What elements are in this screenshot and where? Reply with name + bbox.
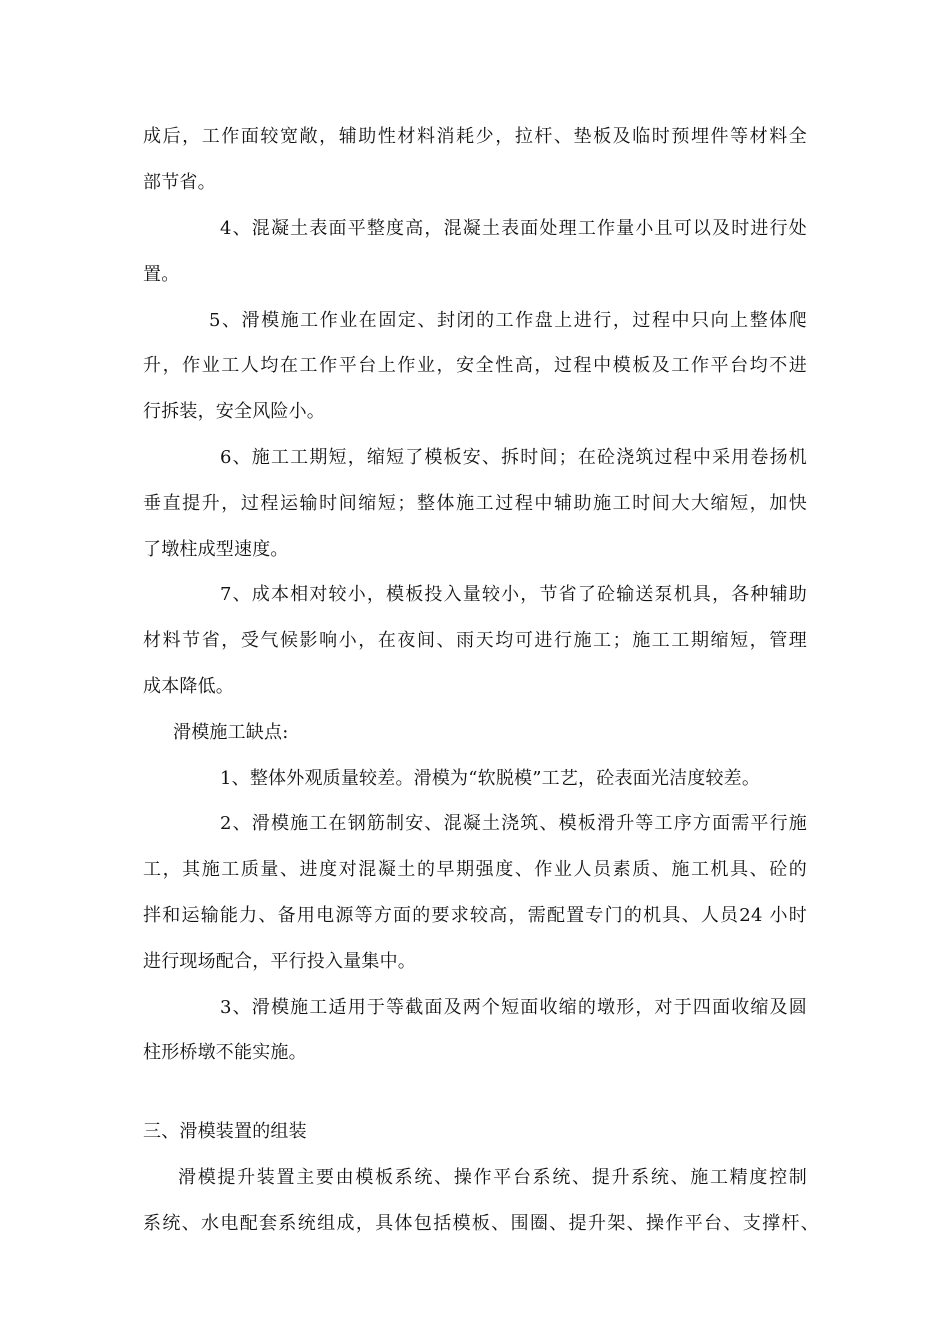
text-line: 6、施工工期短，缩短了模板安、拆时间；在砼浇筑过程中采用卷扬机: [220, 447, 807, 468]
text-line: 部节省。: [143, 172, 216, 193]
text-line: 7、成本相对较小，模板投入量较小，节省了砼输送泵机具，各种辅助: [220, 584, 807, 605]
text-line: 成后，工作面较宽敞，辅助性材料消耗少，拉杆、垫板及临时预埋件等材料全: [143, 126, 807, 147]
text-line: 工，其施工质量、进度对混凝土的早期强度、作业人员素质、施工机具、砼的: [143, 859, 807, 880]
text-line: 2、滑模施工在钢筋制安、混凝土浇筑、模板滑升等工序方面需平行施: [220, 813, 807, 834]
text-line: 进行现场配合，平行投入量集中。: [143, 951, 416, 972]
text-line: 柱形桥墩不能实施。: [143, 1042, 307, 1063]
text-line: 了墩柱成型速度。: [143, 539, 289, 560]
text-line: 4、混凝土表面平整度高，混凝土表面处理工作量小且可以及时进行处: [220, 218, 807, 239]
section-label: 滑模施工缺点:: [173, 722, 289, 743]
text-line: 成本降低。: [143, 676, 234, 697]
text-line: 拌和运输能力、备用电源等方面的要求较高，需配置专门的机具、人员24 小时: [143, 905, 807, 926]
text-line: 升，作业工人均在工作平台上作业，安全性高，过程中模板及工作平台均不进: [143, 355, 807, 376]
text-line: 5、滑模施工作业在固定、封闭的工作盘上进行，过程中只向上整体爬: [209, 310, 807, 331]
text-line: 滑模提升装置主要由模板系统、操作平台系统、提升系统、施工精度控制: [178, 1167, 807, 1188]
text-line: 1、整体外观质量较差。滑模为“软脱模”工艺，砼表面光洁度较差。: [220, 768, 761, 789]
text-line: 垂直提升，过程运输时间缩短；整体施工过程中辅助施工时间大大缩短，加快: [143, 493, 807, 514]
section-heading: 三、滑模装置的组装: [143, 1121, 307, 1142]
text-line: 系统、水电配套系统组成，具体包括模板、围圈、提升架、操作平台、支撑杆、: [143, 1213, 819, 1234]
text-line: 3、滑模施工适用于等截面及两个短面收缩的墩形，对于四面收缩及圆: [220, 997, 807, 1018]
text-line: 行拆装，安全风险小。: [143, 401, 325, 422]
text-line: 置。: [143, 264, 180, 285]
text-line: 材料节省，受气候影响小，在夜间、雨天均可进行施工；施工工期缩短，管理: [143, 630, 807, 651]
